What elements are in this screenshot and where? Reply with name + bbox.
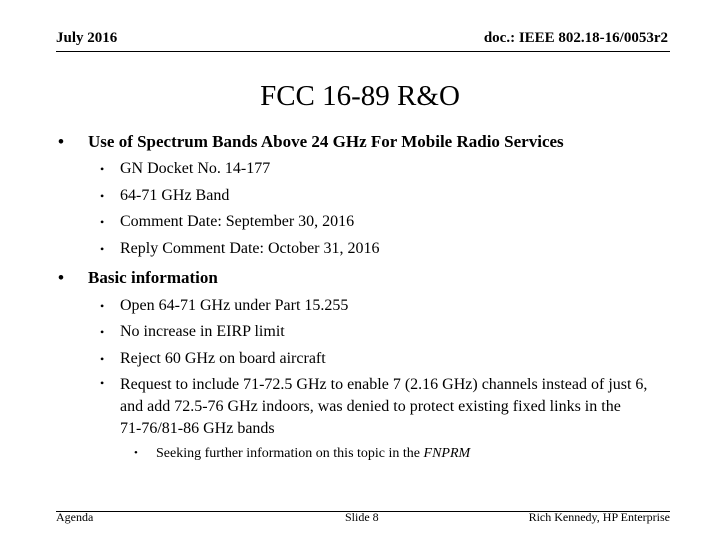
sub-sub-bullet-plain: Seeking further information on this topic in the: [156, 446, 424, 461]
bullet-glyph: •: [100, 189, 105, 203]
bullet-glyph: •: [58, 132, 64, 151]
bullet-glyph: •: [100, 376, 105, 390]
footer-slide-number: Slide 8: [345, 510, 379, 524]
sub-bullet-text: 64-71 GHz Band: [120, 187, 230, 204]
bullet-glyph: •: [100, 352, 105, 366]
footer-author: Rich Kennedy, HP Enterprise: [528, 510, 670, 524]
bullet-glyph: •: [100, 242, 105, 256]
header-divider: [56, 51, 670, 52]
bullet-glyph: •: [100, 325, 105, 339]
footer-left: Agenda: [56, 510, 94, 524]
bullet-glyph: •: [100, 162, 105, 176]
sub-bullet-text: Open 64-71 GHz under Part 15.255: [120, 297, 349, 314]
bullet-glyph: •: [100, 215, 105, 229]
sub-bullet-text: No increase in EIRP limit: [120, 323, 285, 340]
bullet-glyph: •: [58, 268, 64, 287]
sub-bullet-text: Comment Date: September 30, 2016: [120, 213, 355, 230]
section-heading: Basic information: [88, 268, 218, 287]
fnprm-emphasis: FNPRM: [423, 446, 471, 461]
sub-bullet-text: Request to include 71-72.5 GHz to enable 7 (2.16 GHz) channels instead of just 6, and add 72.5-76 GHz indoors, was denied to protect existing fixed links in the 71‑76/81‑86 GHz bands: [120, 376, 648, 437]
header-doc-id: doc.: IEEE 802.18-16/0053r2: [483, 30, 668, 46]
sub-bullet-text: Reply Comment Date: October 31, 2016: [120, 240, 380, 257]
sub-sub-bullet-text: [156, 446, 470, 462]
section-heading: Use of Spectrum Bands Above 24 GHz For Mobile Radio Services: [88, 132, 564, 151]
header-date: July 2016: [56, 30, 118, 46]
slide-title: FCC 16-89 R&O: [260, 80, 460, 112]
bullet-glyph: •: [134, 447, 138, 459]
sub-bullet-text: GN Docket No. 14-177: [120, 160, 271, 177]
bullet-glyph: •: [100, 299, 105, 313]
sub-bullet-text: Reject 60 GHz on board aircraft: [120, 350, 326, 367]
